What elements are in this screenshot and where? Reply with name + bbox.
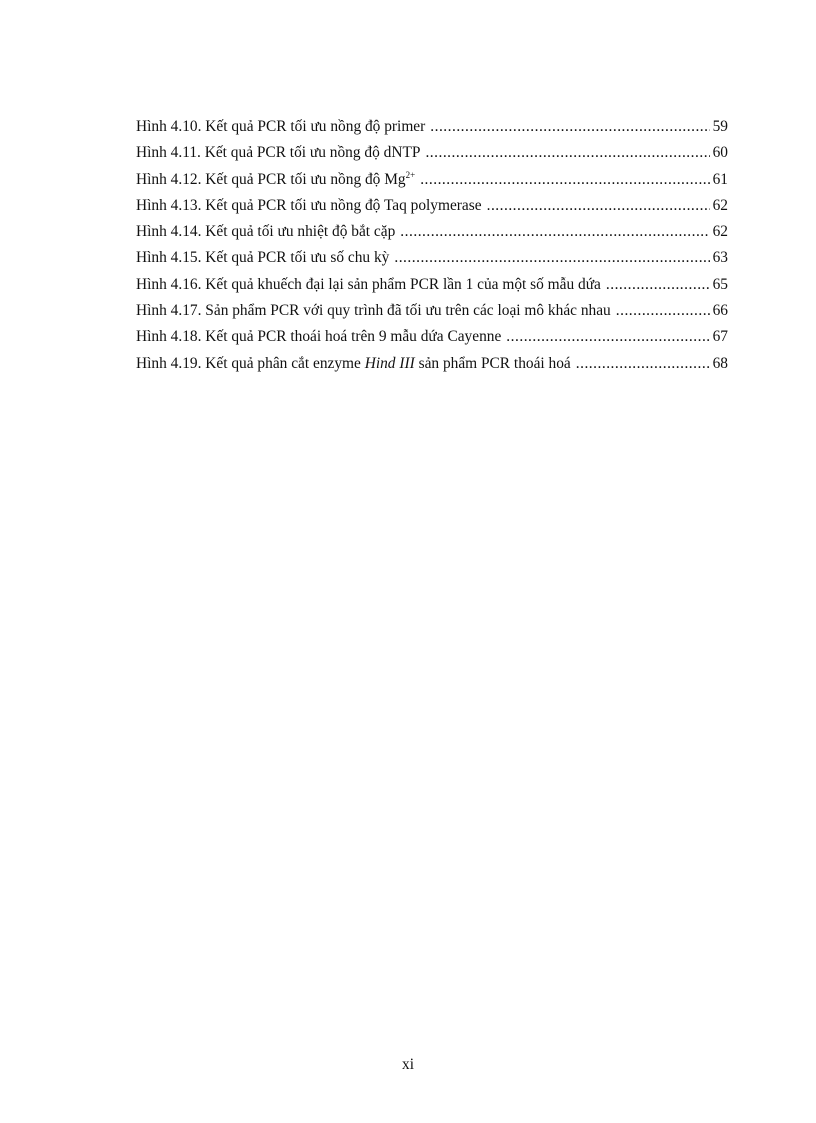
entry-number: 4.18. (170, 328, 202, 346)
toc-entry (136, 298, 728, 324)
entry-title: Kết quả PCR tối ưu nồng độ dNTP (204, 144, 421, 162)
list-of-figures (136, 114, 728, 377)
enzyme-name-italic: Hind III (364, 354, 415, 372)
entry-page-number: 61 (712, 170, 728, 188)
toc-entry (136, 167, 728, 193)
dot-leader (506, 324, 709, 350)
dot-leader (576, 351, 710, 377)
entry-number: 4.10. (170, 118, 202, 135)
entry-number: 4.13. (170, 196, 202, 214)
entry-page-number: 67 (712, 328, 728, 346)
entry-number: 4.17. (170, 302, 202, 320)
toc-entry (136, 114, 728, 140)
entry-page-number: 62 (712, 196, 728, 214)
entry-title: Kết quả PCR tối ưu nồng độ primer (205, 118, 426, 135)
entry-number: 4.19. (170, 354, 202, 372)
entry-title: Kết quả tối ưu nhiệt độ bắt cặp (205, 223, 396, 241)
entry-number: 4.15. (170, 249, 202, 267)
entry-title: Kết quả khuếch đại lại sản phẩm PCR lần 1 của một số mẫu dứa (205, 275, 601, 293)
toc-entry (136, 140, 728, 166)
toc-entry (136, 245, 728, 271)
superscript-charge: 2+ (405, 169, 416, 180)
page-number-footer: xi (402, 1056, 414, 1073)
entry-label: Hình (136, 354, 167, 372)
dot-leader (425, 140, 709, 166)
entry-page-number: 66 (712, 302, 728, 320)
entry-page-number: 65 (712, 275, 728, 293)
entry-number: 4.16. (170, 275, 202, 293)
entry-title: Kết quả PCR tối ưu số chu kỳ (205, 249, 390, 267)
entry-page-number: 62 (712, 223, 728, 241)
entry-title: Sản phẩm PCR với quy trình đã tối ưu trên các loại mô khác nhau (205, 302, 611, 320)
entry-label: Hình (136, 275, 167, 293)
dot-leader (430, 114, 709, 140)
dot-leader (420, 167, 709, 193)
entry-label: Hình (136, 328, 167, 346)
entry-label: Hình (136, 302, 167, 320)
toc-entry (136, 219, 728, 245)
entry-title: Kết quả phân cắt enzyme (205, 354, 361, 372)
entry-title-continued: sản phẩm PCR thoái hoá (418, 354, 571, 372)
entry-label: Hình (136, 170, 167, 188)
entry-label: Hình (136, 118, 167, 135)
entry-number: 4.11. (170, 144, 201, 162)
entry-number: 4.14. (170, 223, 202, 241)
toc-entry (136, 193, 728, 219)
dot-leader (400, 219, 709, 245)
entry-label: Hình (136, 223, 167, 241)
entry-page-number: 60 (712, 144, 728, 162)
dot-leader (606, 272, 710, 298)
entry-label: Hình (136, 196, 167, 214)
entry-title: Kết quả PCR tối ưu nồng độ Taq polymerase (205, 196, 482, 214)
entry-label: Hình (136, 249, 167, 267)
entry-page-number: 59 (712, 118, 728, 135)
entry-page-number: 68 (712, 354, 728, 372)
toc-entry (136, 351, 728, 377)
entry-page-number: 63 (712, 249, 728, 267)
dot-leader (394, 245, 709, 271)
toc-entry (136, 324, 728, 350)
entry-title: Kết quả PCR tối ưu nồng độ Mg (205, 170, 406, 188)
toc-entry (136, 272, 728, 298)
entry-number: 4.12. (170, 170, 202, 188)
dot-leader (487, 193, 710, 219)
entry-label: Hình (136, 144, 167, 162)
entry-title: Kết quả PCR thoái hoá trên 9 mẫu dứa Cayenne (205, 328, 502, 346)
dot-leader (616, 298, 710, 324)
